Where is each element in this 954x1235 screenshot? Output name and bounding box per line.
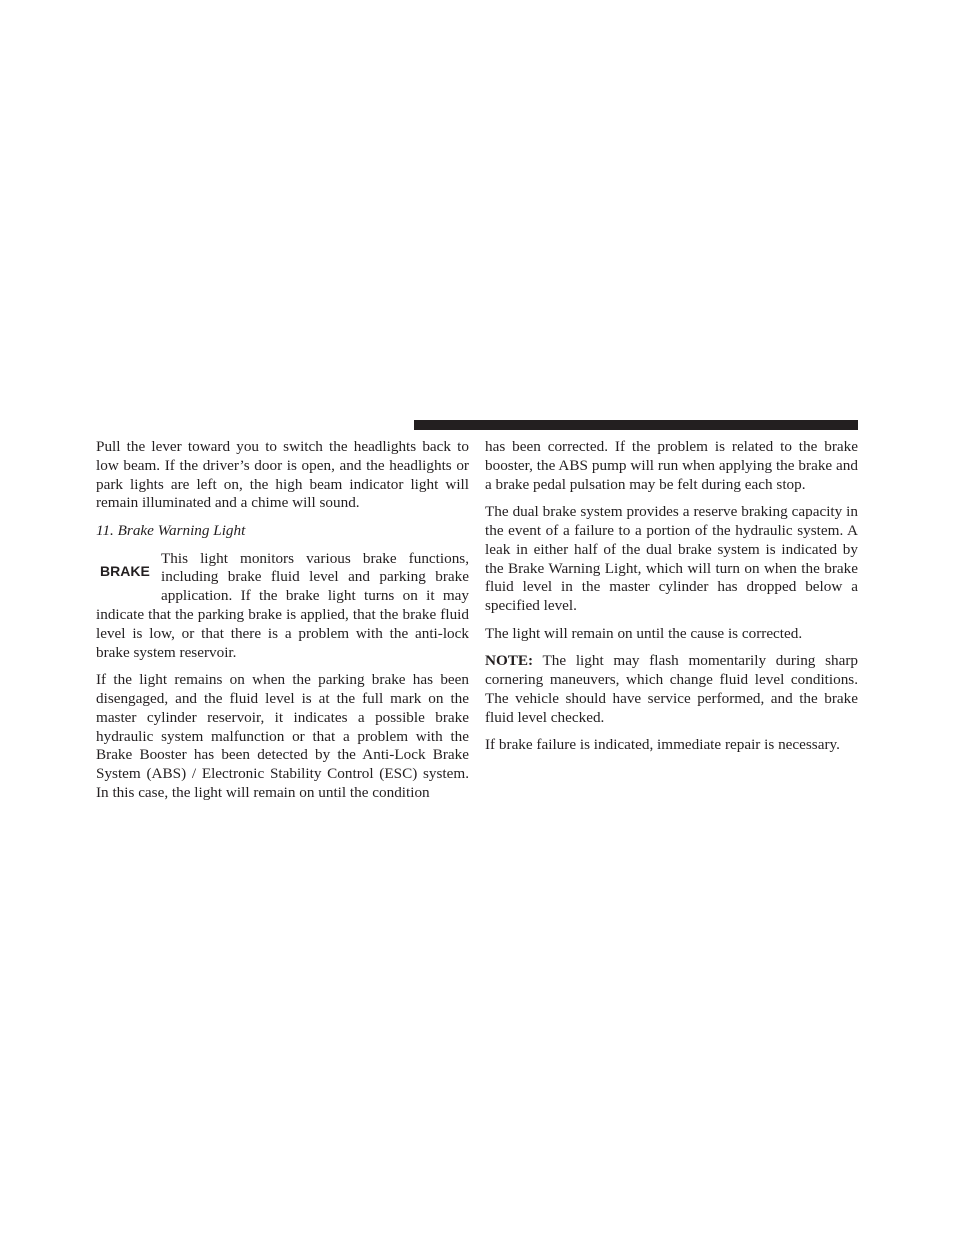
headlight-low-beam-paragraph: Pull the lever toward you to switch the headlights back to low beam. If the driver’s door is open, and the headlights or park lights are left on, the high beam indicator light will remain illuminated and a chime will sound. [96, 438, 469, 512]
note-text: The light may flash momentarily during sharp cornering maneuvers, which change fluid level conditions. The vehicle should have service performed, and the brake fluid level checked. [485, 652, 858, 726]
note-label: NOTE: [485, 652, 534, 670]
light-remains-on-paragraph: The light will remain on until the cause is corrected. [485, 624, 803, 642]
brake-warning-icon [96, 556, 152, 596]
brake-warning-icon-block [96, 552, 152, 598]
note-paragraph [485, 652, 858, 727]
brake-booster-paragraph: has been corrected. If the problem is related to the brake booster, the ABS pump will run when applying the brake and a brake pedal pulsation may be felt during each stop. [485, 438, 858, 493]
brake-light-description [96, 550, 469, 663]
dual-brake-system-paragraph: The dual brake system provides a reserve braking capacity in the event of a failure to a portion of the hydraulic system. A leak in either half of the dual brake system is indicated by the Brake Warning Light, which will turn on when the brake fluid level in the master cylinder has dropped below a specified level. [485, 503, 858, 615]
brake-light-remains-on-paragraph: If the light remains on when the parking brake has been disengaged, and the fluid level is at the full mark on the master cylinder reservoir, it indicates a possible brake hydraulic system malfunction or that a problem with the Brake Booster has been detected by the Anti-Lock Brake System (ABS) / Electronic Stability Control (ESC) system. In this case, the light will remain on until the condition [96, 671, 469, 801]
brake-light-monitor-paragraph: This light monitors various brake functions, including brake fluid level and parking brake application. If the brake light turns on it may indicate that the parking brake is applied, that the brake fluid level is low, or that there is a problem with the anti-lock brake system reservoir. [96, 549, 469, 661]
right-column [485, 438, 858, 764]
brake-warning-light-heading: 11. Brake Warning Light [96, 521, 246, 539]
brake-icon-label: BRAKE [100, 562, 150, 579]
brake-failure-paragraph: If brake failure is indicated, immediate repair is necessary. [485, 736, 840, 754]
section-header-rule [414, 420, 858, 430]
left-column [96, 438, 469, 812]
